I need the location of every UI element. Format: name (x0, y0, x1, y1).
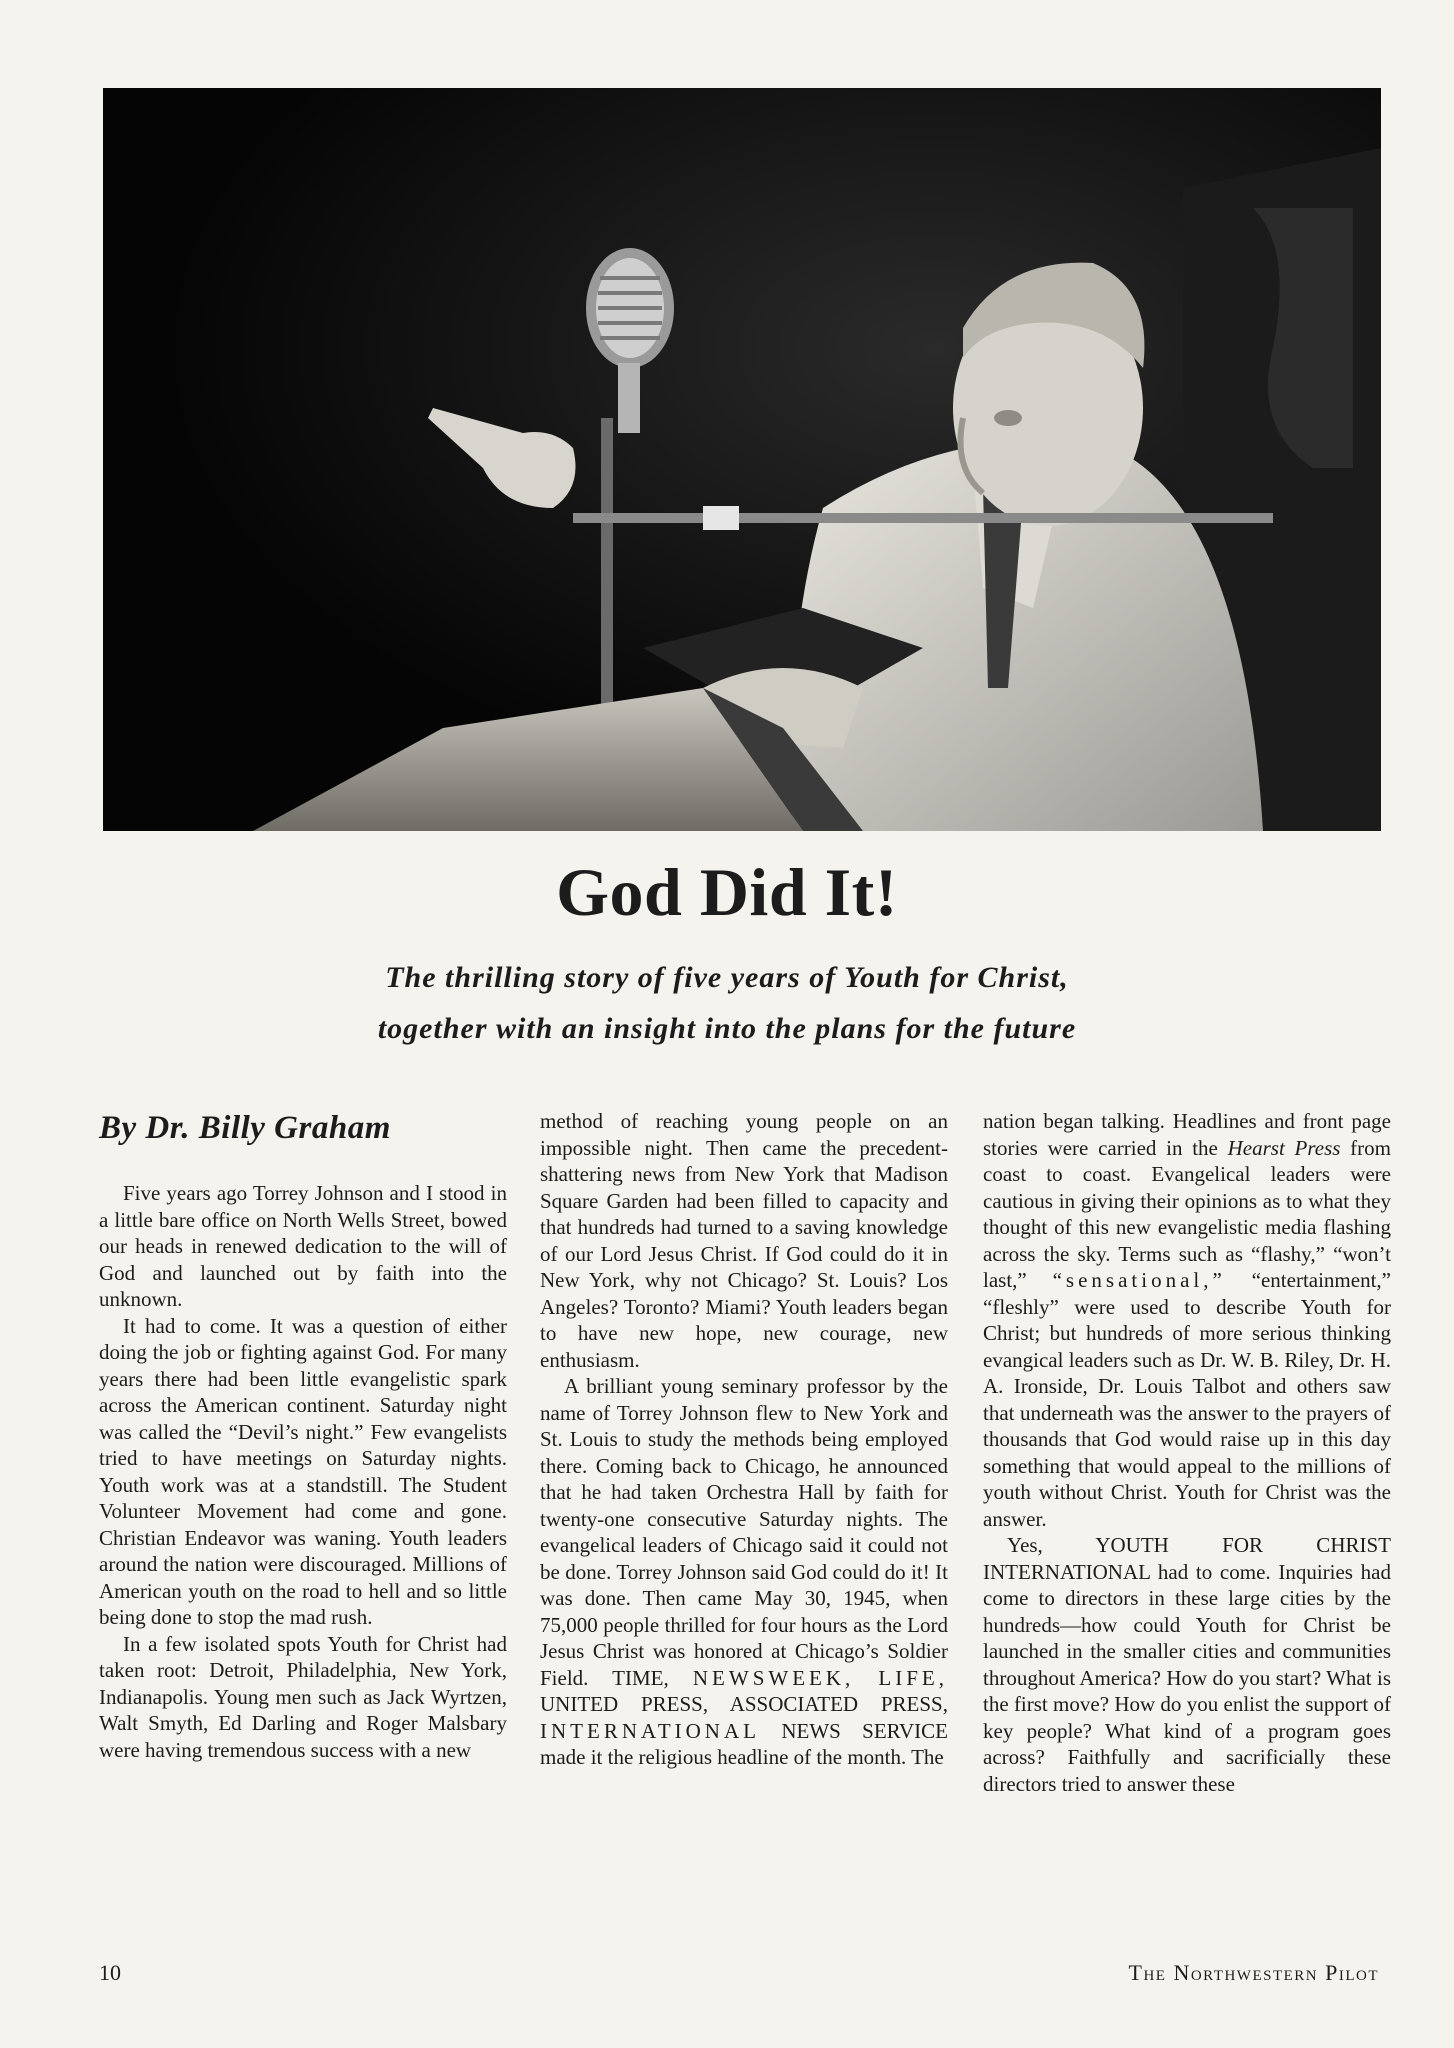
newsweek-text: NEWSWEEK, (692, 1665, 855, 1690)
article-title: God Did It! (556, 854, 898, 930)
page-number: 10 (99, 1960, 121, 1985)
life-text: LIFE, (878, 1665, 948, 1690)
paragraph: method of reaching young people on an impossible night. Then came the precedent-shattering news from New York that Madison Square Garden had been filled to capacity and that hundreds had turned to a saving knowledge of our Lord Jesus Christ. If God could do it in New York, why not Chicago? St. Louis? Los Angeles? Toronto? Miami? Youth leaders began to have new hope, new courage, new enthusiasm. (540, 1109, 948, 1372)
paragraph-text: NEWS SERVICE made it the religious headline of the month. The (540, 1718, 948, 1769)
paragraph (540, 1373, 948, 1771)
column-2 (540, 1108, 948, 1771)
column-3 (983, 1108, 1391, 1797)
column-1 (99, 1108, 507, 1763)
article-deck-line-1: The thrilling story of five years of Youth for Christ, (385, 961, 1069, 994)
paragraph-text: nation began talking. Headlines and front page stories were carried in the (983, 1109, 1391, 1160)
paragraph: Yes, YOUTH FOR CHRIST INTERNATIONAL had to come. Inquiries had come to directors in these large cities by the hundreds—how could Youth for Christ be launched in the smaller cities and communities throughout America? How do you start? What is the first move? How do you enlist the support of key people? What kind of a program goes across? Faithfully and sacrificially these directors tried to answer these (983, 1533, 1391, 1796)
paragraph: In a few isolated spots Youth for Christ had taken root: Detroit, Philadelphia, New York, Indianapolis. Young men such as Jack Wyrtzen, Walt Smyth, Ed Darling and Roger Malsbary were having tremendous success with a new (99, 1631, 507, 1762)
paragraph-text: UNITED PRESS, ASSOCIATED PRESS, (540, 1692, 948, 1716)
paragraph (983, 1108, 1391, 1532)
speaker-at-microphone-photo-icon (103, 88, 1381, 831)
paragraph: It had to come. It was a question of either doing the job or fighting against God. For many years there had been little evangelistic spark across the American continent. Saturday night was called the “Devil’s night.” Few evangelists tried to have meetings on Saturday nights. Youth work was at a standstill. The Student Volunteer Movement had come and gone. Christian Endeavor was waning. Youth leaders around the nation were discouraged. Millions of American youth on the road to hell and so little being done to stop the mad rush. (99, 1313, 507, 1629)
paragraph-text: from coast to coast. Evangelical leaders were cautious in giving their opinions as to what they thought of this new evangelistic media flashing across the sky. Terms such as “flashy,” “won’t last,” (983, 1135, 1391, 1292)
paragraph-text: “entertainment,” “fleshly” were used to describe Youth for Christ; but hundreds of more serious thinking evangical leaders such as Dr. W. B. Riley, Dr. H. A. Ironside, Dr. Louis Talbot and others saw that underneath was the answer to the prayers of thousands that God would raise up in this day something that would appeal to the millions of youth without Christ. Youth for Christ was the answer. (983, 1268, 1391, 1531)
article-photo (103, 88, 1381, 831)
international-text: INTERNATIONAL (540, 1718, 760, 1743)
magazine-name: The Northwestern Pilot (1128, 1960, 1379, 1985)
paragraph-text: A brilliant young seminary professor by the name of Torrey Johnson flew to New York and St. Louis to study the methods being employed there. Coming back to Chicago, he announced that he had taken Orchestra Hall by faith for twenty-one consecutive Saturday nights. The evangelical leaders of Chicago said it could not be done. Torrey Johnson said God could do it! It was done. Then came May 30, 1945, when 75,000 people thrilled for four hours as the Lord Jesus Christ was honored at Chicago’s Soldier Field. TIME, (540, 1374, 948, 1690)
article-deck-line-2: together with an insight into the plans for the future (377, 1012, 1077, 1045)
paragraph: Five years ago Torrey Johnson and I stood in a little bare office on North Wells Street, bowed our heads in renewed dedication to the will of God and launched out by faith into the unknown. (99, 1181, 507, 1311)
sensational-text: “sensational,” (1052, 1268, 1226, 1292)
hearst-press-text: Hearst Press (1227, 1135, 1341, 1160)
byline: By Dr. Billy Graham (99, 1110, 391, 1146)
